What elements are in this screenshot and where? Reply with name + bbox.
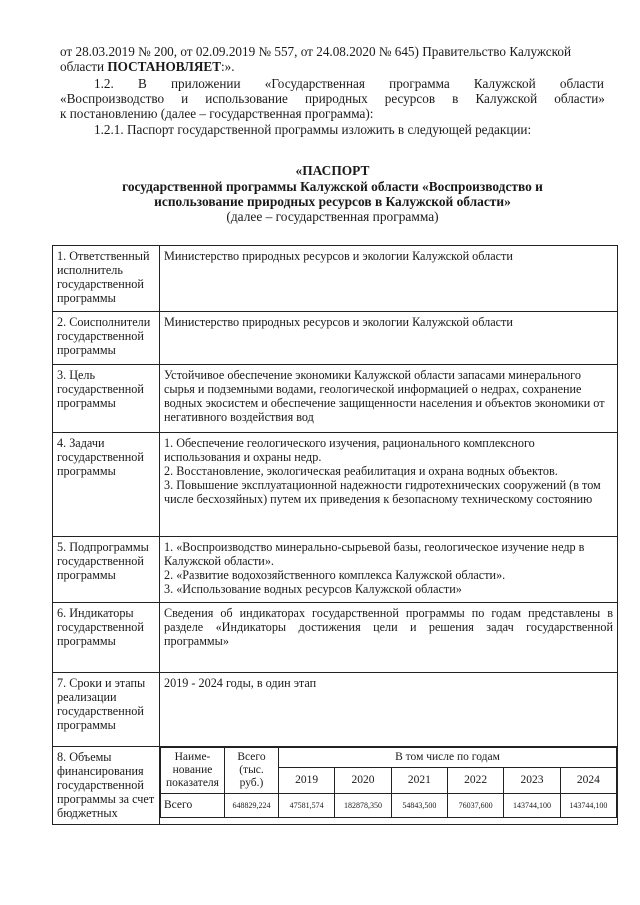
row-label: 8. Объемы финансирования государственной программы за счет бюджетных: [53, 747, 160, 825]
passport-subtitle-2: использование природных ресурсов в Калужской области»: [154, 194, 511, 209]
finance-value: 47581,574: [279, 794, 335, 818]
finance-value: 76037,600: [447, 794, 503, 818]
paragraph-1-2-1: 1.2.1. Паспорт государственной программы изложить в следующей редакции:: [94, 122, 532, 137]
row-label: 1. Ответственный исполнитель государственной программы: [53, 246, 160, 312]
table-row: [53, 246, 618, 312]
finance-value: 182878,350: [335, 794, 391, 818]
row-label: 5. Подпрограммы государственной программы: [53, 537, 160, 603]
word: Калужской: [475, 91, 538, 106]
row-value: Министерство природных ресурсов и экологии Калужской области: [160, 246, 618, 312]
intro-line-2: [60, 59, 235, 74]
intro-line-2-suffix: :».: [221, 59, 235, 74]
row-value: 2019 - 2024 годы, в один этап: [160, 673, 618, 747]
row-value: Устойчивое обеспечение экономики Калужской области запасами минерального сырья и подземными водами, геологической информацией о недрах, сохранение водных экосистем и обеспечение защищенности населения и объектов экономики от негативного воздействия вод: [160, 365, 618, 433]
finance-col-total: Всего (тыс. руб.): [225, 748, 279, 794]
subprogram-item: 3. «Использование водных ресурсов Калужской области»: [164, 582, 462, 596]
task-item: 2. Восстановление, экологическая реабилитация и охрана водных объектов.: [164, 464, 558, 478]
finance-year: 2023: [504, 768, 560, 794]
word: в: [452, 91, 459, 106]
passport-title: «ПАСПОРТ: [295, 163, 370, 178]
word: В: [137, 76, 147, 91]
table-row: [53, 537, 618, 603]
table-row: [53, 312, 618, 365]
word: и: [181, 91, 189, 106]
finance-table: [160, 747, 617, 818]
finance-row-label: Всего: [161, 794, 225, 818]
table-row: [53, 747, 618, 825]
finance-year: 2021: [391, 768, 447, 794]
intro-line-2-prefix: области: [60, 59, 108, 74]
task-item: 1. Обеспечение геологического изучения, рационального комплексного использования и охраны недр.: [164, 436, 535, 464]
word: 1.2.: [94, 76, 114, 91]
row-value: [160, 433, 618, 537]
passport-note: (далее – государственная программа): [226, 209, 439, 224]
table-row: [53, 433, 618, 537]
row-value: Министерство природных ресурсов и экологии Калужской области: [160, 312, 618, 365]
paragraph-1-2-line-3: к постановлению (далее – государственная программа):: [60, 106, 374, 121]
word: «Государственная: [264, 76, 365, 91]
passport-table: [52, 245, 618, 825]
postanovlyaet-word: ПОСТАНОВЛЯЕТ: [107, 59, 222, 74]
finance-row-total: 648829,224: [225, 794, 279, 818]
word: области: [559, 76, 604, 91]
word: использование: [205, 91, 288, 106]
subprogram-item: 1. «Воспроизводство минерально-сырьевой базы, геологическое изучение недр в Калужской области».: [164, 540, 585, 568]
intro-line-1: от 28.03.2019 № 200, от 02.09.2019 № 557, от 24.08.2020 № 645) Правительство Калужской: [60, 44, 572, 59]
row-value: Сведения об индикаторах государственной программы по годам представлены в разделе «Индикаторы достижения цели и решения задач государственной программы»: [160, 603, 618, 673]
word: ресурсов: [384, 91, 436, 106]
row-label: 4. Задачи государственной программы: [53, 433, 160, 537]
finance-value: 54843,500: [391, 794, 447, 818]
table-row: [53, 365, 618, 433]
paragraph-1-2-line-2: [60, 91, 605, 106]
task-item: 3. Повышение эксплуатационной надежности гидротехнических сооружений (в том числе бесхозяйных) путем их приведения к безопасному техническому состоянию: [164, 478, 601, 506]
row-label: 3. Цель государственной программы: [53, 365, 160, 433]
finance-years-header: В том числе по годам: [279, 748, 617, 768]
word: области»: [554, 91, 605, 106]
word: природных: [304, 91, 368, 106]
table-row: [53, 603, 618, 673]
finance-year: 2019: [279, 768, 335, 794]
finance-value: 143744,100: [560, 794, 616, 818]
finance-cell: [160, 747, 618, 825]
word: программа: [389, 76, 450, 91]
paragraph-1-2-line-1: [94, 76, 604, 91]
word: приложении: [170, 76, 241, 91]
finance-year: 2022: [447, 768, 503, 794]
row-value: [160, 537, 618, 603]
subprogram-item: 2. «Развитие водохозяйственного комплекса Калужской области».: [164, 568, 506, 582]
finance-year: 2020: [335, 768, 391, 794]
word: «Воспроизводство: [60, 91, 165, 106]
word: Калужской: [473, 76, 536, 91]
finance-col-name: Наиме-нование показателя: [161, 748, 225, 794]
finance-year: 2024: [560, 768, 616, 794]
row-label: 6. Индикаторы государственной программы: [53, 603, 160, 673]
row-label: 7. Сроки и этапы реализации государственной программы: [53, 673, 160, 747]
finance-value: 143744,100: [504, 794, 560, 818]
row-label: 2. Соисполнители государственной программы: [53, 312, 160, 365]
table-row: [53, 673, 618, 747]
passport-subtitle-1: государственной программы Калужской области «Воспроизводство и: [122, 179, 543, 194]
